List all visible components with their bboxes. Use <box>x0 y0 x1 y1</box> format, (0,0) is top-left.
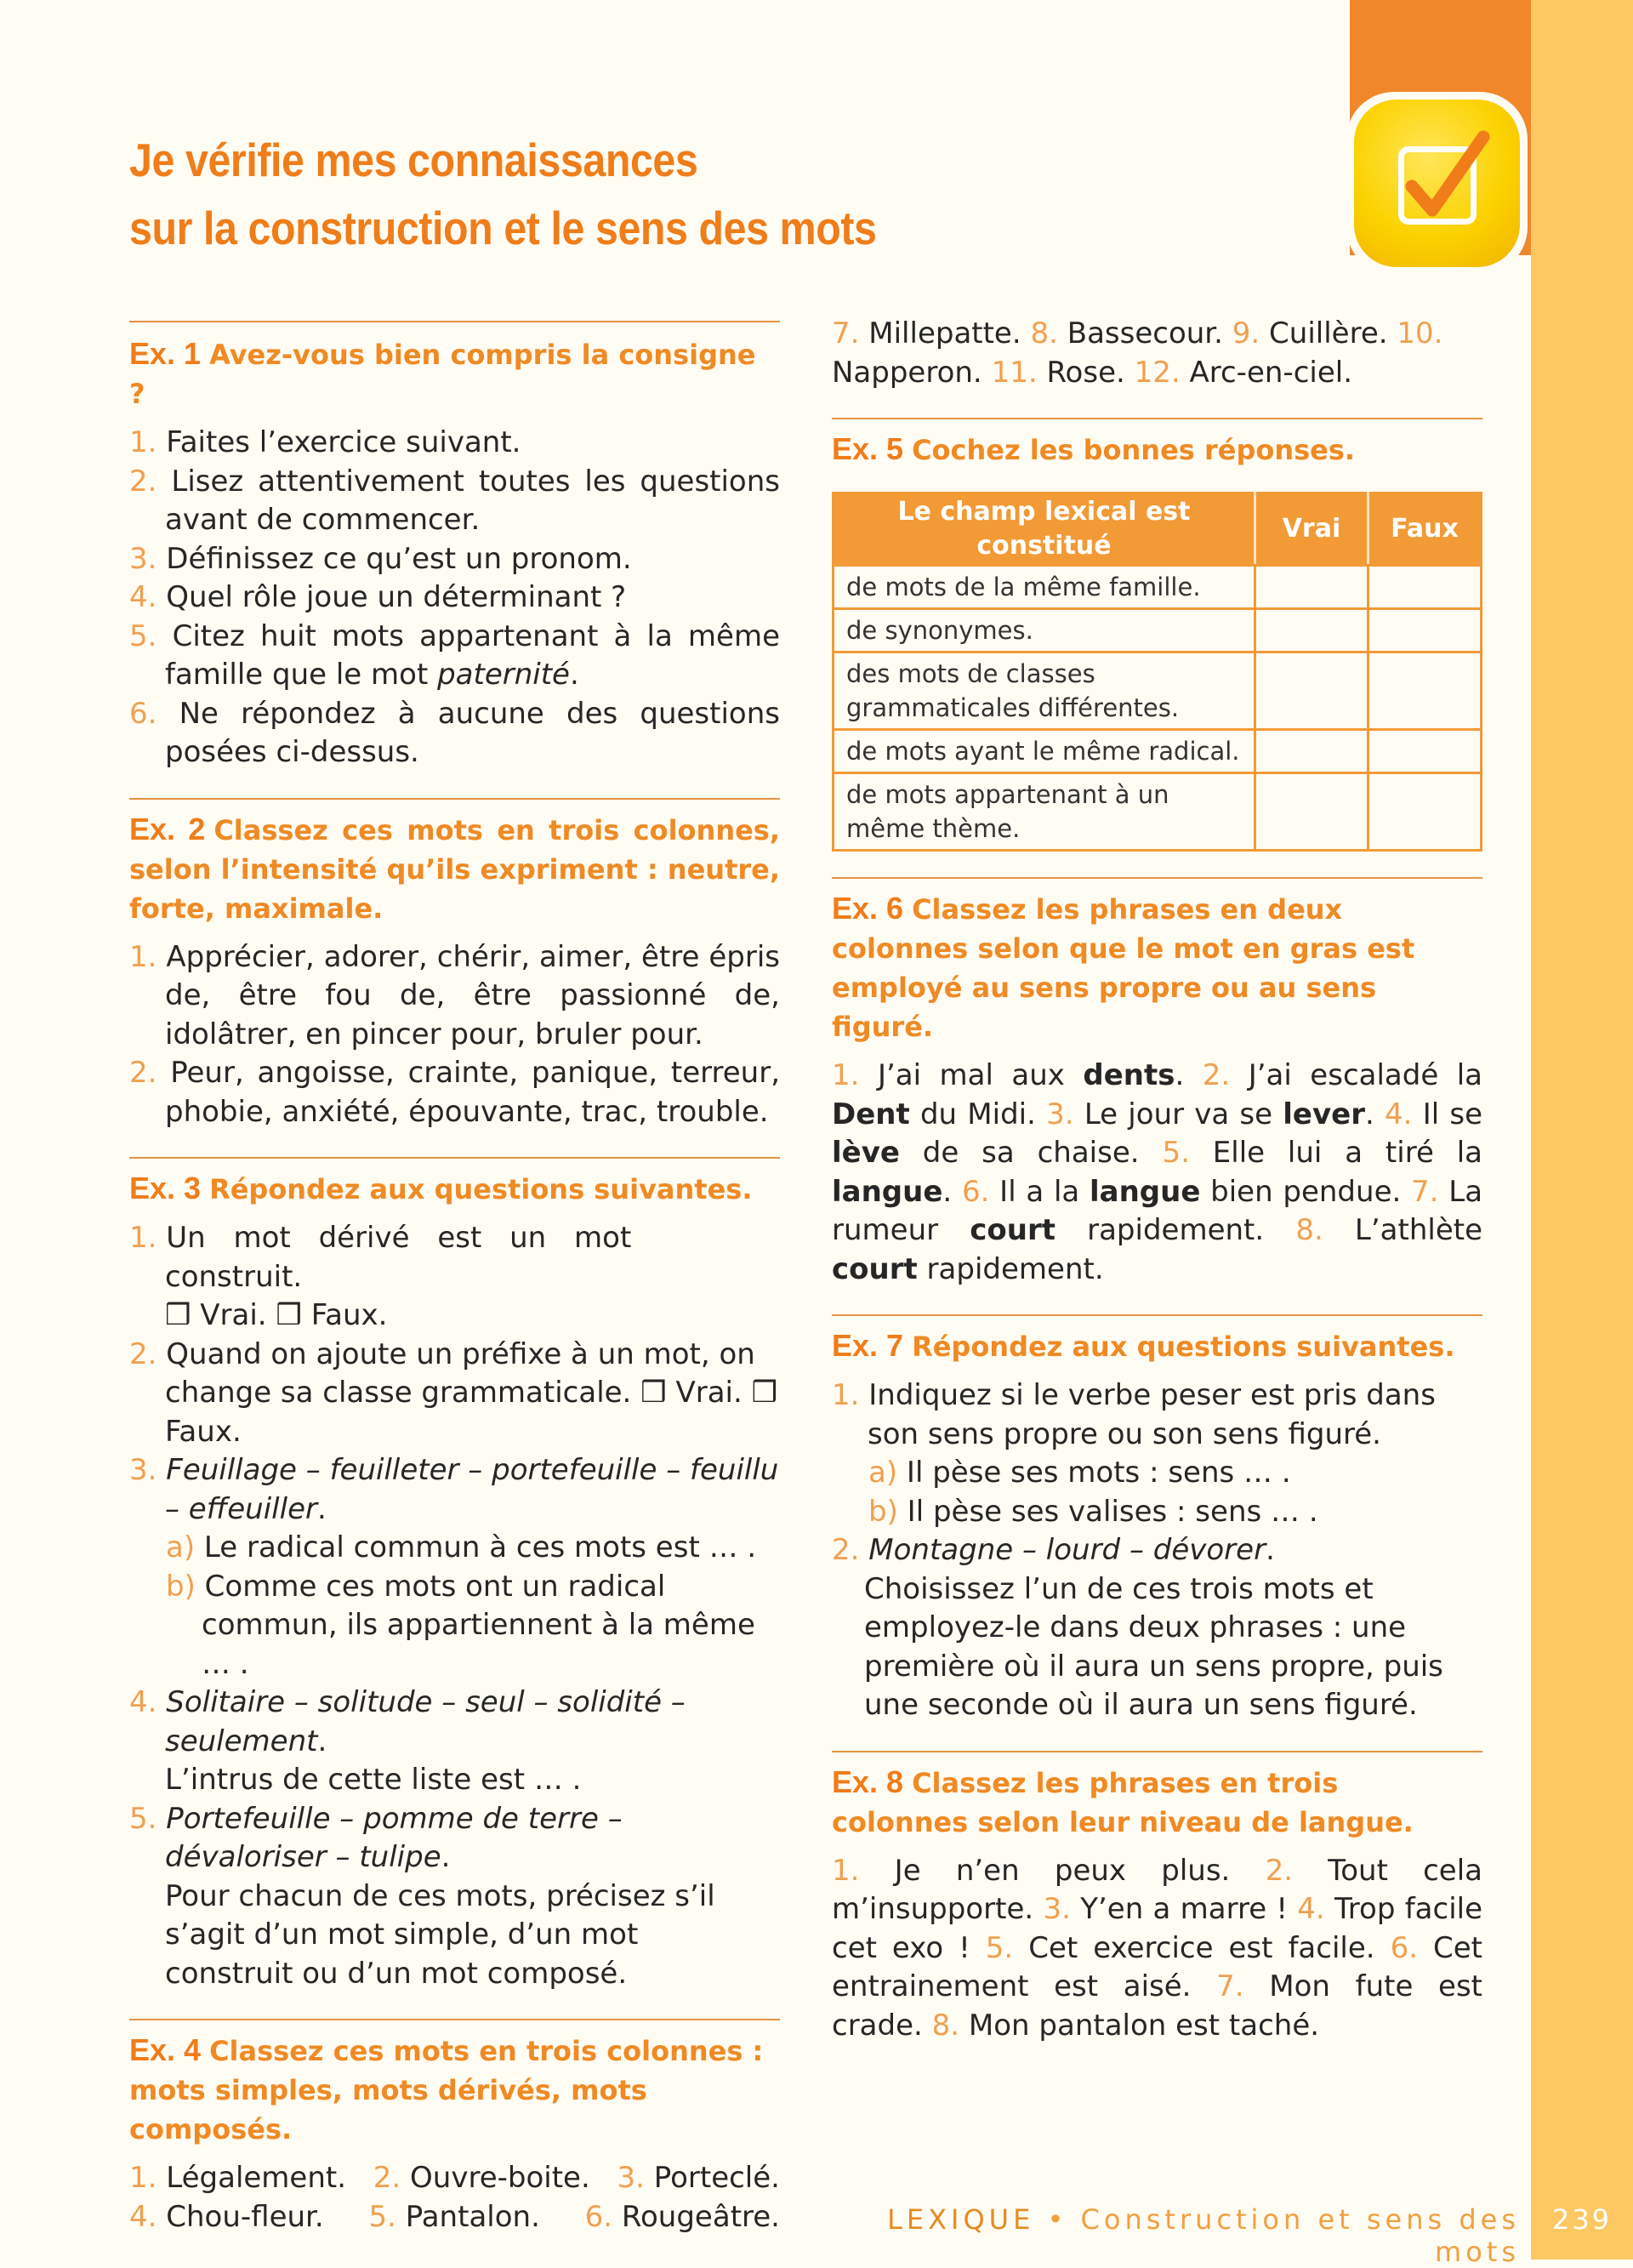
ex7-title: Ex. 7 Répondez aux questions suivantes. <box>832 1328 1455 1363</box>
list-item: 1. Un mot dérivé est un mot construit. ❒ Vrai. ❒ Faux. <box>129 1221 632 1332</box>
vrai-cell[interactable] <box>1255 609 1368 652</box>
table-header: Faux <box>1368 493 1482 566</box>
faux-cell[interactable] <box>1368 773 1482 851</box>
ex2-list <box>129 938 780 1132</box>
list-subitem: b) Comme ces mots ont un radical commun, ils appartiennent à la même … . <box>166 1569 755 1681</box>
table-row: de mots de la même famille. <box>834 566 1482 609</box>
table-row: de mots appartenant à un même thème. <box>834 773 1482 851</box>
faux-cell[interactable] <box>1368 566 1482 609</box>
vrai-cell[interactable] <box>1255 566 1368 609</box>
vrai-cell[interactable] <box>1255 730 1368 773</box>
table-header: Le champ lexical est constitué <box>834 493 1255 566</box>
faux-cell[interactable] <box>1368 730 1482 773</box>
list-item: 2. Montagne – lourd – dévorer. <box>832 1533 1275 1567</box>
ex1-title: Ex. 1 Avez-vous bien compris la consigne ? <box>129 336 756 410</box>
ex3-title: Ex. 3 Répondez aux questions suivantes. <box>129 1171 753 1205</box>
list-item: 2. Quand on ajoute un préfixe à un mot, on change sa classe grammaticale. ❒ Vrai. ❒ Faux. <box>129 1336 778 1449</box>
ex5-table <box>832 492 1482 852</box>
ex1-list <box>129 424 780 772</box>
table-header: Vrai <box>1255 493 1368 566</box>
list-item: 1. Indiquez si le verbe peser est pris dans son sens propre ou son sens figuré. <box>832 1378 1436 1451</box>
check-badge <box>1346 92 1528 275</box>
vrai-cell[interactable] <box>1255 652 1368 730</box>
footer-section: LEXIQUE <box>887 2203 1035 2236</box>
checkmark-icon <box>1388 125 1499 236</box>
list-item: 3. Définissez ce qu’est un pronom. <box>129 541 632 576</box>
table-row: de synonymes. <box>834 609 1482 652</box>
footer-bullet: • <box>1047 2203 1068 2236</box>
ex7-list <box>832 1376 1482 1725</box>
footer <box>873 2203 1520 2268</box>
vrai-cell[interactable] <box>1255 773 1368 851</box>
list-item: 5. Citez huit mots appartenant à la même famille que le mot paternité. <box>129 618 780 692</box>
list-item-text: Choisissez l’un de ces trois mots et employez-le dans deux phrases : une première où il aura un sens propre, puis une seconde où il aura un sens figuré. <box>864 1571 1443 1722</box>
table-row: de mots ayant le même radical. <box>834 730 1482 773</box>
list-item: 1. Apprécier, adorer, chérir, aimer, être épris de, être fou de, être passionné de, idolâtrer, en pincer pour, bruler pour. <box>129 939 781 1051</box>
list-item: 6. Ne répondez à aucune des questions posées ci-dessus. <box>129 696 780 769</box>
list-item: 4. Quel rôle joue un déterminant ? <box>129 580 627 614</box>
ex6-sentences: 1. J’ai mal aux dents. 2. J’ai escaladé la Dent du Midi. 3. Le jour va se lever. 4. Il se lève de sa chaise. 5. Elle lui a tiré la langue. 6. Il a la langue bien pendue. 7. La rumeur court rapidement. 8. L’athlète court rapidement. <box>832 1058 1483 1286</box>
list-item: 4. Solitaire – solitude – seul – solidité – seulement. L’intrus de cette liste est … . <box>129 1685 686 1797</box>
table-row: des mots de classes grammaticales différentes. <box>834 652 1482 730</box>
right-margin-bar <box>1531 0 1633 2259</box>
list-item: 5. Portefeuille – pomme de terre – dévaloriser – tulipe. Pour chacun de ces mots, précisez s’il s’agit d’un mot simple, d’un mot construit ou d’un mot composé. <box>129 1801 715 1991</box>
ex8-sentences: 1. Je n’en peux plus. 2. Tout cela m’insupporte. 3. Y’en a marre ! 4. Trop facile cet exo ! 5. Cet exercice est facile. 6. Cet entrainement est aisé. 7. Mon fute est crade. 8. Mon pantalon est taché. <box>832 1853 1483 2043</box>
list-item: 2. Lisez attentivement toutes les questions avant de commencer. <box>129 464 781 537</box>
list-subitem: a) Le radical commun à ces mots est … . <box>166 1530 757 1564</box>
list-subitem: a) Il pèse ses mots : sens … . <box>868 1456 1291 1490</box>
list-subitem: b) Il pèse ses valises : sens … . <box>868 1494 1318 1529</box>
ex3-list <box>129 1219 780 1993</box>
list-item: 1. Faites l’exercice suivant. <box>129 425 521 459</box>
ex8-title: Ex. 8 Classez les phrases en trois colonnes selon leur niveau de langue. <box>832 1764 1414 1838</box>
ex4-words-continued: 7. Millepatte. 8. Bassecour. 9. Cuillère. 10. Napperon. 11. Rose. 12. Arc-en-ciel. <box>832 316 1443 390</box>
left-column <box>129 321 780 2237</box>
footer-chapter: Construction et sens des mots <box>1080 2203 1520 2268</box>
page-title: Je vérifie mes connaissances sur la construction et le sens des mots <box>129 134 877 254</box>
faux-cell[interactable] <box>1368 609 1482 652</box>
right-column <box>832 315 1482 2045</box>
list-item: 3. Feuillage – feuilleter – portefeuille – feuillu – effeuiller. <box>129 1453 779 1526</box>
ex2-title: Ex. 2 Classez ces mots en trois colonnes, selon l’intensité qu’ils expriment : neutre, forte, maximale. <box>129 811 781 925</box>
ex4-title: Ex. 4 Classez ces mots en trois colonnes : mots simples, mots dérivés, mots composés. <box>129 2032 764 2145</box>
ex4-words: 1. Légalement. 2. Ouvre-boite. 3. Porteclé. 4. Chou-fleur. 5. Pantalon. 6. Rougeâtre. <box>129 2161 780 2234</box>
page-number: 239 <box>1551 2203 1613 2236</box>
faux-cell[interactable] <box>1368 652 1482 730</box>
ex6-title: Ex. 6 Classez les phrases en deux colonnes selon que le mot en gras est employé au sens propre ou au sens figuré. <box>832 891 1415 1043</box>
list-item: 2. Peur, angoisse, crainte, panique, terreur, phobie, anxiété, épouvante, trac, trouble. <box>129 1056 780 1129</box>
ex5-title: Ex. 5 Cochez les bonnes réponses. <box>832 431 1356 466</box>
